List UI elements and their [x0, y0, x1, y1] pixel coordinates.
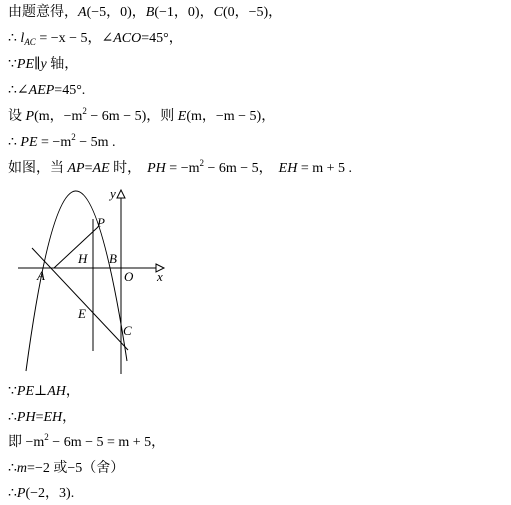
angle-name: ACO	[113, 31, 142, 46]
therefore-symbol: ∴	[8, 461, 17, 476]
point-b-coords: (−1，0)	[154, 5, 200, 20]
label-x: x	[157, 269, 163, 284]
text: 时，	[109, 161, 142, 176]
result: =−2 或−5（舍）	[27, 461, 125, 476]
equation: = m + 5 .	[297, 161, 353, 176]
segment-name: PE	[16, 57, 35, 72]
line-2	[8, 30, 183, 48]
point-p-coords-rest: − 6m − 5)	[86, 109, 147, 124]
text: ，	[62, 410, 77, 425]
geometry-figure	[14, 186, 174, 376]
label-o: O	[124, 269, 134, 284]
therefore-symbol: ∴	[8, 31, 21, 46]
therefore-symbol: ∴	[8, 135, 21, 150]
because-symbol: ∵	[8, 384, 17, 399]
text: =	[84, 161, 93, 176]
point-e-label: E	[177, 109, 187, 124]
point-e-coords: (m，−m − 5)	[186, 109, 262, 124]
angle-name: AEP	[28, 83, 55, 98]
label-p: P	[97, 215, 105, 230]
line-5	[8, 108, 275, 126]
label-c: C	[123, 323, 132, 338]
segment-name: PE	[20, 135, 38, 150]
segment-ap	[54, 227, 98, 268]
equation: = −m	[165, 161, 200, 176]
segment-name: PH	[147, 161, 166, 176]
line-subscript: AC	[24, 37, 36, 47]
text: 由题意得，	[8, 5, 78, 20]
point-b-label: B	[145, 5, 155, 20]
equation: = −m	[37, 135, 72, 150]
line-1	[8, 4, 282, 22]
text: ，	[65, 384, 80, 399]
therefore-symbol: ∴	[8, 486, 17, 501]
point-p-coords: (m，−m	[34, 109, 83, 124]
text: ，	[131, 5, 146, 20]
therefore-symbol: ∴	[8, 410, 17, 425]
label-h: H	[78, 251, 88, 266]
text: ，则	[146, 109, 178, 124]
y-axis-arrow	[117, 190, 125, 198]
variable: m	[16, 461, 28, 476]
equation-rest: − 5m .	[75, 135, 116, 150]
perpendicular-symbol: ⊥	[34, 384, 48, 399]
segment-name: PE	[16, 384, 35, 399]
segment-name: AE	[92, 161, 110, 176]
text: 如图，当	[8, 161, 68, 176]
exponent: 2	[71, 132, 76, 142]
text: 轴，	[46, 57, 79, 72]
exponent: 2	[82, 106, 87, 116]
equation: = −x − 5，∠	[35, 31, 114, 46]
line-4	[8, 82, 85, 100]
segment-name: AH	[47, 384, 66, 399]
point-p-label: P	[16, 486, 26, 501]
text: =	[35, 410, 44, 425]
segment-name: EH	[43, 410, 63, 425]
point-p-label: P	[25, 109, 35, 124]
point-a-label: A	[78, 5, 87, 20]
text: ，	[261, 109, 276, 124]
axis-name: y	[40, 57, 47, 72]
because-symbol: ∵	[8, 57, 17, 72]
point-a-coords: (−5，0)	[86, 5, 132, 20]
text: ，	[199, 5, 214, 20]
line-9	[8, 409, 76, 427]
point-c-label: C	[213, 5, 223, 20]
equation: 即 −m	[8, 435, 45, 450]
label-y: y	[110, 186, 116, 201]
angle-value: =45°，	[141, 31, 183, 46]
label-b: B	[109, 251, 117, 266]
exponent: 2	[199, 158, 204, 168]
text: ，	[268, 5, 283, 20]
line-11	[8, 460, 124, 478]
label-e: E	[78, 306, 86, 321]
segment-name: AP	[67, 161, 85, 176]
point-c-coords: (0，−5)	[222, 5, 269, 20]
equation-rest: − 6m − 5，	[203, 161, 273, 176]
line-8	[8, 383, 80, 401]
label-a: A	[37, 268, 45, 283]
parallel-symbol: ∥	[34, 57, 41, 72]
text: 设	[8, 109, 26, 124]
line-7	[8, 160, 352, 178]
line-6	[8, 134, 116, 152]
line-symbol: l	[20, 31, 25, 46]
equation-rest: − 6m − 5 = m + 5，	[48, 435, 166, 450]
final-answer: (−2，3).	[25, 486, 75, 501]
exponent: 2	[44, 432, 49, 442]
angle-value: =45°.	[54, 83, 86, 98]
line-10	[8, 434, 165, 452]
segment-name: PH	[16, 410, 36, 425]
line-12	[8, 485, 74, 503]
therefore-angle: ∴∠	[8, 83, 29, 98]
segment-name: EH	[278, 161, 298, 176]
line-3	[8, 56, 78, 74]
